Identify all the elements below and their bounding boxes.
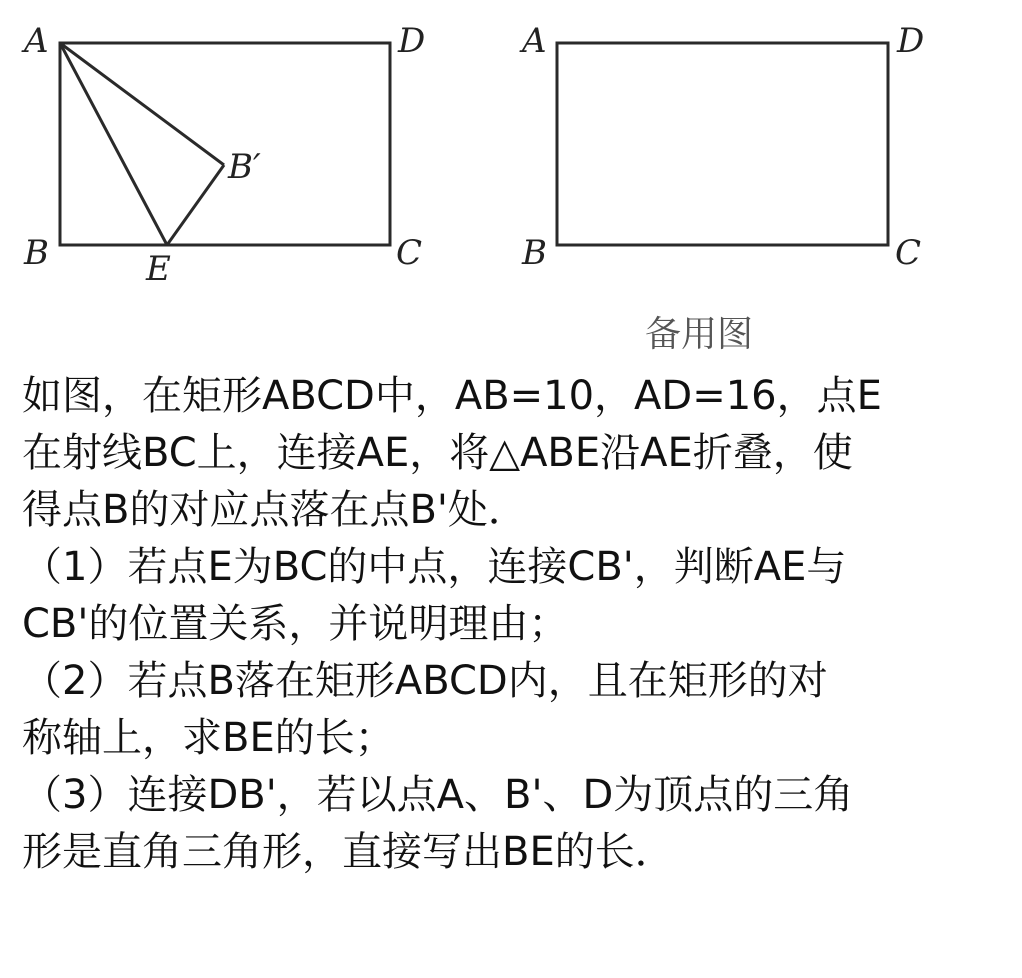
- spare-label-c: C: [895, 233, 922, 273]
- label-d: D: [398, 21, 426, 61]
- label-c: C: [396, 233, 423, 273]
- rectangle-abcd: [60, 43, 390, 245]
- problem-line: 得点B的对应点落在点B'处．: [22, 487, 528, 533]
- main-figure: [60, 43, 390, 245]
- spare-figure-caption: 备用图: [645, 314, 754, 355]
- label-e: E: [146, 249, 171, 289]
- problem-line: 在射线BC上，连接AE，将△ABE沿AE折叠，使: [22, 430, 853, 476]
- problem-line: CB'的位置关系，并说明理由；: [22, 601, 569, 647]
- problem-line: （1）若点E为BC的中点，连接CB'，判断AE与: [22, 544, 847, 590]
- segment-ab-prime: [60, 43, 224, 165]
- segment-ae: [60, 43, 167, 245]
- rectangle-abcd-spare: [557, 43, 888, 245]
- label-a: A: [24, 21, 49, 61]
- problem-text: [22, 368, 1012, 881]
- problem-line: 形是直角三角形，直接写出BE的长．: [22, 829, 675, 875]
- spare-label-a: A: [522, 21, 547, 61]
- label-b-prime: B′: [228, 147, 261, 187]
- problem-line: 如图，在矩形ABCD中，AB=10，AD=16，点E: [22, 373, 882, 419]
- spare-label-b: B: [522, 233, 547, 273]
- problem-line: （3）连接DB'，若以点A、B'、D为顶点的三角: [22, 772, 854, 818]
- spare-label-d: D: [897, 21, 925, 61]
- problem-line: 称轴上，求BE的长；: [22, 715, 395, 761]
- segment-eb-prime: [167, 165, 224, 245]
- geometry-figures: [0, 0, 1022, 368]
- spare-figure: [557, 43, 888, 245]
- label-b: B: [24, 233, 49, 273]
- problem-line: （2）若点B落在矩形ABCD内，且在矩形的对: [22, 658, 828, 704]
